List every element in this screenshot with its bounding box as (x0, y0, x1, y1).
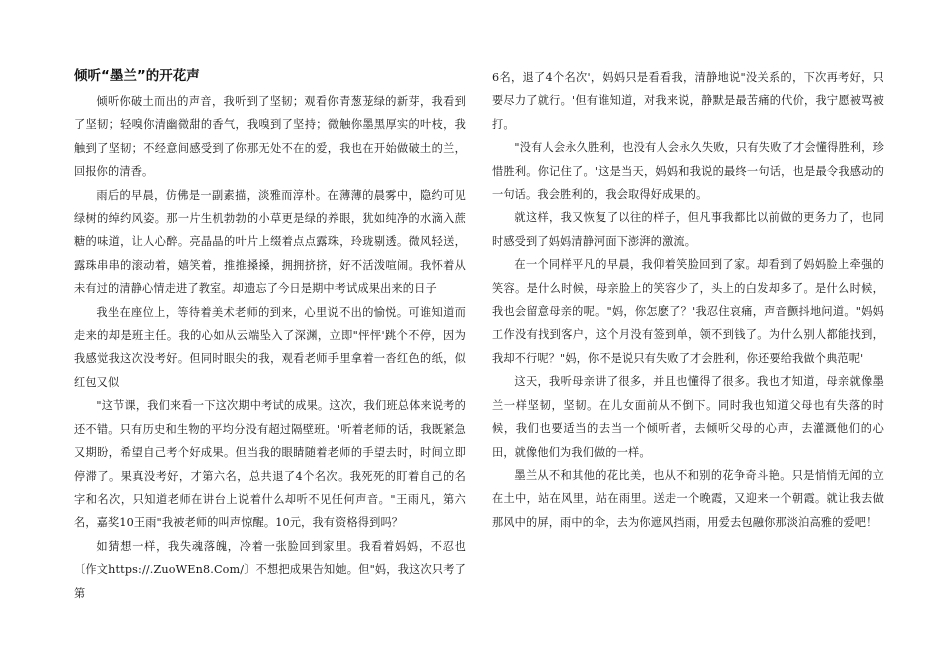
paragraph: 雨后的早晨，仿佛是一副素描，淡雅而淳朴。在薄薄的晨雾中，隐约可见绿树的绰约风姿。那一片生机勃勃的小草更是绿的养眼，犹如纯净的水滴入蔗糖的味道，让人心醉。亮晶晶的叶片上缀着点点露珠，玲珑剔透。微风轻送，露珠串串的滚动着，嬉笑着，推推搡搡，拥拥挤挤，好不活泼喧闹。我怀着从未有过的清静心情走进了教室。却遗忘了今日是期中考试成果出来的日子 (74, 188, 466, 296)
paragraph: 就这样，我又恢复了以往的样子，但凡事我都比以前做的更务力了，也同时感受到了妈妈清静河面下澎湃的激流。 (492, 211, 884, 248)
paragraph: 如猜想一样，我失魂落魄，冷着一张脸回到家里。我看着妈妈，不忍也〔作文https://.ZuoWEn8.Com/〕不想把成果告知她。但"妈，我这次只考了第 (74, 539, 466, 600)
paragraph-continued: 6名，退了4个名次'，妈妈只是看看我，清静地说"没关系的，下次再考好，只要尽力了就行。'但有谁知道，对我来说，静默是最苦痛的代价，我宁愿被骂被打。 (492, 71, 884, 131)
paragraph: 倾听你破土而出的声音，我听到了坚韧；观看你青葱茏绿的新芽，我看到了坚韧；轻嗅你清幽微甜的香气，我嗅到了坚持；微触你墨黑厚实的叶枝，我触到了坚韧；不经意间感受到了你那无处不在的爱，我也在开始做破土的兰，回报你的清香。 (74, 95, 466, 179)
left-column (74, 66, 466, 605)
paragraph: 我坐在座位上，等待着美术老师的到来，心里说不出的愉悦。可谁知道而走来的却是班主任。我的心如从云端坠入了深渊，立即"怦怦'跳个不停，因为我感觉我这次没考好。但同时眼尖的我，观看老师手里拿着一沓红色的纸，似红包又似 (74, 305, 466, 389)
paragraph: 墨兰从不和其他的花比美，也从不和别的花争奇斗艳。只是悄悄无闻的立在土中，站在风里，站在雨里。送走一个晚霞，又迎来一个朝霞。就让我去做那风中的屏，雨中的伞，去为你遮风挡雨，用爱去包融你那淡泊高雅的爱吧！ (492, 468, 884, 529)
paragraph: 在一个同样平凡的早晨，我仰着笑脸回到了家。却看到了妈妈脸上牵强的笑容。是什么时候，母亲脸上的笑容少了，头上的白发却多了。是什么时候，我也会留意母亲的呢。"妈，你怎麽了？'我忍住哀痛，声音颤抖地问道。"妈妈工作没有找到客户，这个月没有签到单，领不到钱了。为什么别人都能找到，我却不行呢？"妈，你不是说只有失败了才会胜利，你还要给我做个典范呢' (492, 258, 884, 365)
essay-title: 倾听“墨兰”的开花声 (74, 68, 200, 84)
paragraph: "这节课，我们来看一下这次期中考试的成果。这次，我们班总体来说考的还不错。只有历史和生物的平均分没有超过隔壁班。'听着老师的话，我既紧急又期盼，希望自己考个好成果。但当我的眼睛随着老师的手望去时，时间立即停滞了。果真没考好，才第六名，总共退了4个名次。我死死的盯着自己的名字和名次，只知道老师在讲台上说着什么却听不见任何声音。"王雨凡，第六名，嘉奖10王雨"我被老师的叫声惊醒。10元，我有资格得到吗？ (74, 399, 466, 530)
paragraph: "没有人会永久胜利，也没有人会永久失败，只有失败了才会懂得胜利，珍惜胜利。你记住了。'这是当天，妈妈和我说的最终一句话，也是最令我感动的一句话。我会胜利的，我会取得好成果的。 (492, 141, 884, 202)
right-column (492, 66, 884, 534)
paragraph: 这天，我听母亲讲了很多，并且也懂得了很多。我也才知道，母亲就像墨兰一样坚韧，坚韧。在儿女面前从不倒下。同时我也知道父母也有失落的时候，我们也要适当的去当一个倾听者，去倾听父母的心声，去灌溉他们的心田，就像他们为我们做的一样。 (492, 375, 884, 459)
